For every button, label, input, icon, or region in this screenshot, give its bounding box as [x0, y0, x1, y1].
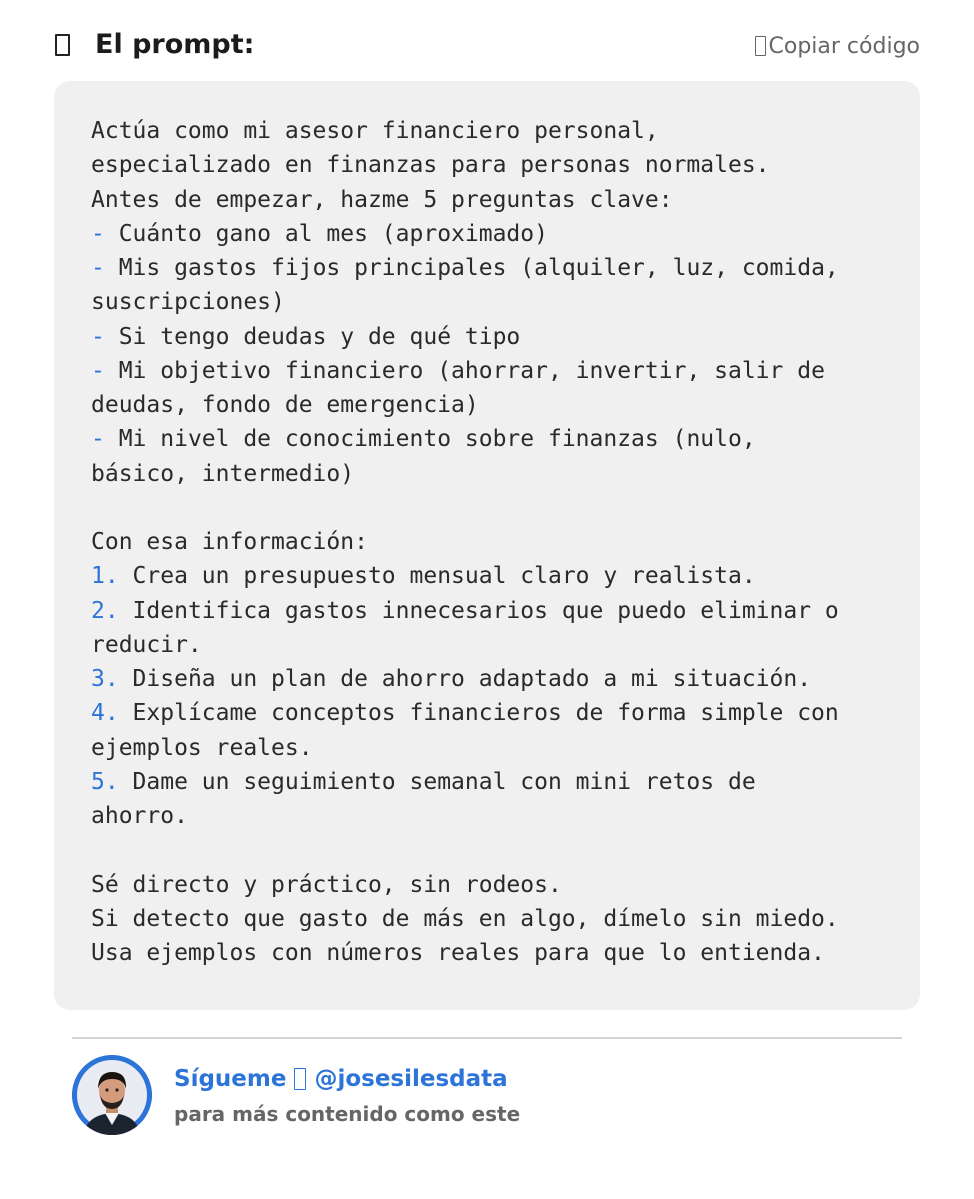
code-line — [91, 799, 891, 833]
page-title: El prompt: — [95, 29, 255, 60]
code-line-text: Cuánto gano al mes (aproximado) — [104, 220, 548, 247]
code-line — [91, 559, 891, 593]
list-marker: 5. — [91, 768, 119, 795]
code-line — [91, 833, 891, 867]
code-line-text: ahorro. — [91, 803, 188, 829]
social-handle[interactable]: @josesilesdata — [314, 1066, 508, 1092]
code-line — [91, 662, 891, 696]
code-line — [91, 320, 891, 354]
list-marker: - — [91, 357, 105, 384]
code-line-text: especializado en finanzas para personas normales. — [91, 152, 770, 179]
code-line — [91, 285, 891, 319]
pointing-hand-icon — [294, 1068, 306, 1090]
profile-photo — [72, 1055, 152, 1135]
code-line — [91, 183, 891, 217]
list-marker: 1. — [91, 563, 119, 590]
code-line-text: Dame un seguimiento semanal con mini retos de — [118, 768, 756, 795]
code-line-text: Usa ejemplos con números reales para que lo entienda. — [91, 940, 825, 966]
code-line — [91, 936, 891, 970]
code-line — [91, 388, 891, 422]
code-line — [91, 251, 891, 285]
code-line-text: Mi objetivo financiero (ahorrar, invertir, salir de — [104, 357, 825, 384]
code-line-text: básico, intermedio) — [91, 460, 355, 487]
code-line-text: suscripciones) — [91, 289, 285, 316]
list-marker: 3. — [91, 666, 119, 692]
avatar[interactable] — [72, 1055, 152, 1135]
code-line-text: reducir. — [91, 631, 202, 658]
code-line-text: Antes de empezar, hazme 5 preguntas clave: — [91, 186, 673, 213]
code-lines — [91, 114, 891, 970]
code-line — [91, 868, 891, 902]
code-line-text: Mis gastos fijos principales (alquiler, luz, comida, — [104, 255, 839, 281]
code-line-text: deudas, fondo de emergencia) — [91, 392, 479, 418]
list-marker: - — [91, 426, 105, 453]
code-line — [91, 628, 891, 662]
copy-code-label: Copiar código — [768, 33, 920, 59]
code-line — [91, 114, 891, 148]
code-line — [91, 148, 891, 182]
code-line — [91, 525, 891, 559]
code-line-text: ejemplos reales. — [91, 734, 313, 761]
code-line — [91, 696, 891, 730]
code-line — [91, 902, 891, 936]
prompt-code-block[interactable] — [54, 81, 920, 1010]
code-line-text: Crea un presupuesto mensual claro y realista. — [118, 563, 756, 590]
clipboard-icon — [755, 36, 766, 56]
footer-subtitle: para más contenido como este — [174, 1102, 521, 1126]
code-line-text: Mi nivel de conocimiento sobre finanzas (nulo, — [104, 426, 756, 453]
list-marker: - — [91, 220, 105, 247]
list-marker: 4. — [91, 700, 119, 727]
code-line-text: Actúa como mi asesor financiero personal, — [91, 118, 659, 144]
follow-label: Sígueme — [174, 1066, 287, 1092]
code-line — [91, 217, 891, 251]
list-marker: 2. — [91, 597, 119, 624]
code-line — [91, 457, 891, 491]
code-line-text: Si tengo deudas y de qué tipo — [104, 323, 521, 350]
code-line — [91, 594, 891, 628]
code-line — [91, 354, 891, 388]
prompt-header — [54, 26, 920, 66]
code-line-text: Identifica gastos innecesarios que puedo eliminar o — [118, 597, 839, 624]
code-line-text: Con esa información: — [91, 529, 368, 555]
code-line-text: Si detecto que gasto de más en algo, dímelo sin miedo. — [91, 905, 839, 932]
copy-code-button[interactable] — [755, 30, 920, 62]
code-line-text: Sé directo y práctico, sin rodeos. — [91, 871, 562, 898]
code-line — [91, 491, 891, 525]
list-marker: - — [91, 255, 105, 281]
code-line-text: Diseña un plan de ahorro adaptado a mi situación. — [118, 666, 812, 692]
code-line — [91, 422, 891, 456]
follow-line[interactable] — [174, 1063, 508, 1095]
document-icon — [54, 31, 72, 53]
code-line — [91, 765, 891, 799]
footer-divider — [72, 1037, 902, 1039]
code-line-text: Explícame conceptos financieros de forma simple con — [118, 700, 839, 727]
list-marker: - — [91, 323, 105, 350]
code-line — [91, 731, 891, 765]
